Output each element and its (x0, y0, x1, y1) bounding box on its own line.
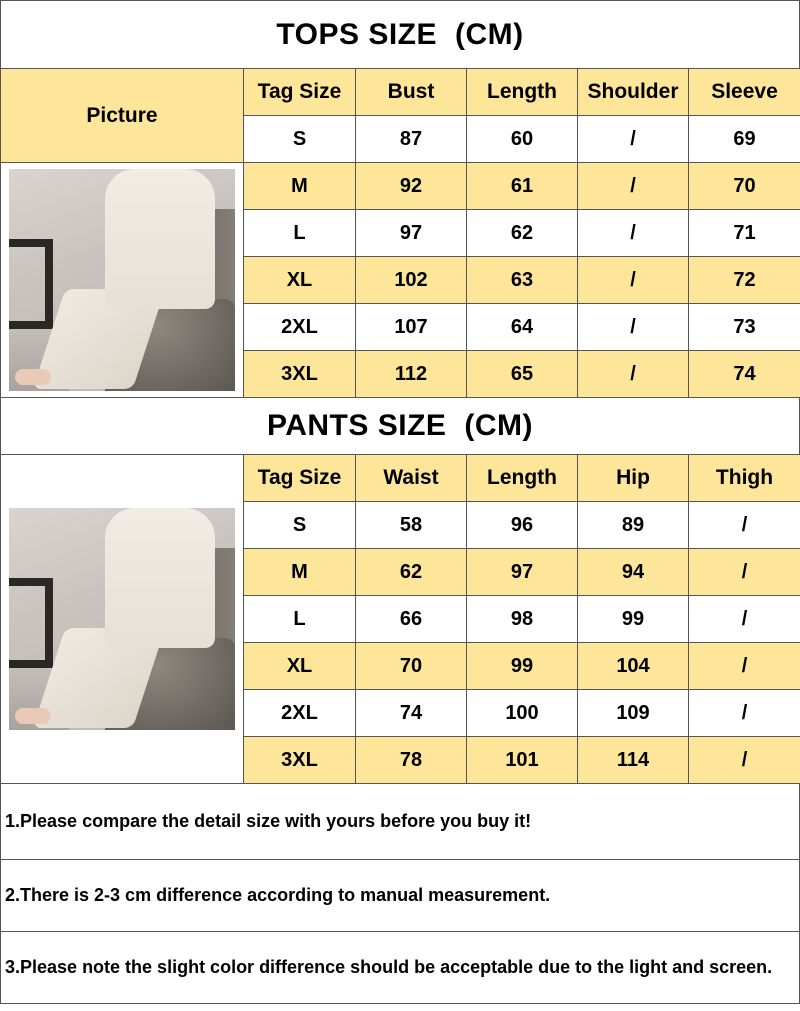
table-cell: 89 (578, 502, 689, 549)
table-cell: M (244, 163, 356, 210)
note-1: 1.Please compare the detail size with yours before you buy it! (1, 784, 799, 860)
table-cell: S (244, 116, 356, 163)
tops-title-unit: (CM) (455, 17, 524, 51)
table-cell: / (578, 257, 689, 304)
table-cell: 114 (578, 737, 689, 784)
column-header: Thigh (689, 455, 800, 502)
pants-picture-cell (1, 455, 244, 784)
table-cell: 74 (689, 351, 800, 398)
column-header: Bust (356, 69, 467, 116)
picture-label: Picture (1, 69, 244, 163)
table-row (1, 69, 800, 116)
table-cell: 58 (356, 502, 467, 549)
column-header: Sleeve (689, 69, 800, 116)
photo-shoe (15, 369, 51, 385)
table-cell: M (244, 549, 356, 596)
photo-side-table (9, 239, 53, 329)
table-cell: 104 (578, 643, 689, 690)
table-cell: 3XL (244, 737, 356, 784)
table-cell: / (578, 210, 689, 257)
table-cell: 101 (467, 737, 578, 784)
table-cell: S (244, 502, 356, 549)
column-header: Waist (356, 455, 467, 502)
table-cell: 2XL (244, 304, 356, 351)
table-cell: / (578, 116, 689, 163)
table-cell: 63 (467, 257, 578, 304)
table-cell: 99 (578, 596, 689, 643)
table-row (1, 163, 800, 210)
table-cell: 3XL (244, 351, 356, 398)
table-cell: 87 (356, 116, 467, 163)
column-header: Length (467, 455, 578, 502)
product-photo (9, 169, 235, 391)
table-cell: 2XL (244, 690, 356, 737)
table-cell: / (578, 163, 689, 210)
note-3: 3.Please note the slight color difference should be acceptable due to the light and screen. (1, 932, 799, 1004)
table-cell: / (578, 351, 689, 398)
tops-title (0, 0, 800, 68)
table-cell: / (578, 304, 689, 351)
pants-title-text: PANTS SIZE (266, 409, 447, 442)
table-cell: / (689, 596, 800, 643)
column-header: Length (467, 69, 578, 116)
table-cell: 71 (689, 210, 800, 257)
table-cell: / (689, 643, 800, 690)
photo-sweater (105, 508, 215, 648)
notes-section (0, 784, 800, 1004)
table-cell: L (244, 210, 356, 257)
table-cell: 74 (356, 690, 467, 737)
pants-title (0, 398, 800, 454)
table-cell: / (689, 690, 800, 737)
tops-picture-cell (1, 163, 244, 398)
column-header: Shoulder (578, 69, 689, 116)
table-cell: 64 (467, 304, 578, 351)
table-cell: 61 (467, 163, 578, 210)
table-cell: 109 (578, 690, 689, 737)
table-cell: 62 (467, 210, 578, 257)
table-cell: 66 (356, 596, 467, 643)
column-header: Hip (578, 455, 689, 502)
table-cell: 70 (356, 643, 467, 690)
table-cell: XL (244, 257, 356, 304)
table-cell: / (689, 549, 800, 596)
table-cell: 97 (467, 549, 578, 596)
table-cell: 73 (689, 304, 800, 351)
photo-sweater (105, 169, 215, 309)
pants-size-table (0, 454, 800, 784)
product-photo (9, 508, 235, 730)
column-header: Tag Size (244, 69, 356, 116)
pants-title-unit: (CM) (464, 409, 534, 442)
table-cell: L (244, 596, 356, 643)
tops-title-text: TOPS SIZE (276, 17, 437, 51)
table-cell: 96 (467, 502, 578, 549)
table-cell: 107 (356, 304, 467, 351)
table-cell: 98 (467, 596, 578, 643)
tops-size-table (0, 68, 800, 398)
table-cell: 94 (578, 549, 689, 596)
table-cell: 112 (356, 351, 467, 398)
table-cell: / (689, 502, 800, 549)
table-cell: 62 (356, 549, 467, 596)
column-header: Tag Size (244, 455, 356, 502)
note-2: 2.There is 2-3 cm difference according to manual measurement. (1, 860, 799, 932)
table-cell: 102 (356, 257, 467, 304)
table-cell: 100 (467, 690, 578, 737)
table-cell: 99 (467, 643, 578, 690)
table-cell: 92 (356, 163, 467, 210)
table-cell: 60 (467, 116, 578, 163)
photo-shoe (15, 708, 51, 724)
table-row (1, 455, 800, 502)
table-cell: 70 (689, 163, 800, 210)
table-cell: 97 (356, 210, 467, 257)
table-cell: 78 (356, 737, 467, 784)
table-cell: 65 (467, 351, 578, 398)
photo-side-table (9, 578, 53, 668)
table-cell: / (689, 737, 800, 784)
table-cell: 69 (689, 116, 800, 163)
table-cell: 72 (689, 257, 800, 304)
table-cell: XL (244, 643, 356, 690)
